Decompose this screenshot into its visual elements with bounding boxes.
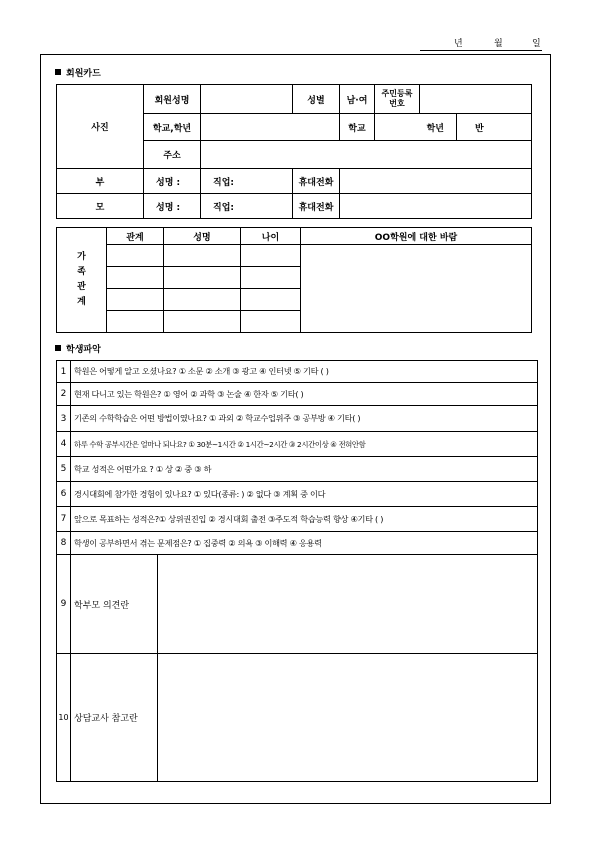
member-name-field[interactable] (201, 85, 293, 114)
question-number: 8 (57, 532, 71, 555)
student-questions-table (56, 360, 538, 782)
name-cell[interactable] (164, 267, 241, 289)
grade-label: 학년 (375, 114, 457, 141)
gender-label: 성별 (293, 85, 340, 114)
mother-mobile-field[interactable] (340, 194, 532, 219)
family-table (56, 227, 532, 333)
counselor-note-label: 상담교사 참고란 (71, 654, 158, 782)
member-name-label: 회원성명 (144, 85, 201, 114)
father-name-label: 성명 : (144, 169, 201, 194)
question-text: 현재 다니고 있는 학원은? ① 영어 ② 과학 ③ 논술 ④ 한자 ⑤ 기타( ) (71, 383, 538, 406)
question-number: 4 (57, 432, 71, 457)
square-bullet-icon (55, 69, 61, 75)
question-number: 7 (57, 507, 71, 532)
father-mobile-field[interactable] (340, 169, 532, 194)
question-number: 1 (57, 361, 71, 383)
school-label: 학교 (340, 114, 375, 141)
question-text: 학원은 어떻게 알고 오셨나요? ① 소문 ② 소개 ③ 광고 ④ 인터넷 ⑤ 기타 ( ) (71, 361, 538, 383)
school-grade-label: 학교,학년 (144, 114, 201, 141)
school-name-field[interactable] (201, 114, 340, 141)
question-text: 기존의 수학학습은 어떤 방법이였나요? ① 과외 ② 학교수업위주 ③ 공부방 ④ 기타( ) (71, 406, 538, 432)
father-job-label: 직업: (201, 169, 293, 194)
mother-label: 모 (57, 194, 144, 219)
mother-name-label: 성명 : (144, 194, 201, 219)
wish-field[interactable] (301, 245, 532, 333)
question-number: 10 (57, 654, 71, 782)
member-card-title: 회원카드 (55, 66, 101, 79)
question-text: 앞으로 목표하는 성적은?① 상위권진입 ② 경시대회 출전 ③주도적 학습능력 향상 ④기타 ( ) (71, 507, 538, 532)
mother-job-label: 직업: (201, 194, 293, 219)
age-header: 나이 (241, 228, 301, 245)
question-text: 하루 수학 공부시간은 얼마나 되나요? ① 30분~1시간 ② 1시간~2시간 ③ 2시간이상 ④ 전혀안함 (71, 432, 538, 457)
name-cell[interactable] (164, 311, 241, 333)
class-label: 반 (457, 114, 532, 141)
question-number: 9 (57, 555, 71, 654)
year-label: 년 (454, 39, 463, 49)
member-card-table (56, 84, 532, 219)
address-field[interactable] (201, 141, 532, 169)
parent-opinion-label: 학부모 의견란 (71, 555, 158, 654)
age-cell[interactable] (241, 289, 301, 311)
month-label: 월 (494, 39, 503, 49)
relation-cell[interactable] (107, 311, 164, 333)
relation-cell[interactable] (107, 289, 164, 311)
name-cell[interactable] (164, 289, 241, 311)
mother-mobile-label: 휴대전화 (293, 194, 340, 219)
father-mobile-label: 휴대전화 (293, 169, 340, 194)
address-label: 주소 (144, 141, 201, 169)
relation-cell[interactable] (107, 245, 164, 267)
question-number: 6 (57, 482, 71, 507)
date-line (420, 36, 542, 51)
question-text: 경시대회에 참가한 경험이 있나요? ① 있다(종류: ) ② 없다 ③ 계획 중 이다 (71, 482, 538, 507)
question-number: 3 (57, 406, 71, 432)
gender-value[interactable]: 남·여 (340, 85, 375, 114)
name-cell[interactable] (164, 245, 241, 267)
wish-header: OO학원에 대한 바람 (301, 228, 532, 245)
resident-no-label: 주민등록번호 (375, 85, 420, 114)
question-text: 학생이 공부하면서 겪는 문제점은? ① 집중력 ② 의욕 ③ 이해력 ④ 응용력 (71, 532, 538, 555)
family-label: 가족관계 (57, 228, 107, 333)
relation-header: 관계 (107, 228, 164, 245)
question-number: 2 (57, 383, 71, 406)
resident-no-field[interactable] (420, 85, 532, 114)
age-cell[interactable] (241, 311, 301, 333)
relation-cell[interactable] (107, 267, 164, 289)
question-text: 학교 성적은 어떤가요 ? ① 상 ② 중 ③ 하 (71, 457, 538, 482)
day-label: 일 (532, 39, 541, 49)
age-cell[interactable] (241, 267, 301, 289)
name-header: 성명 (164, 228, 241, 245)
father-label: 부 (57, 169, 144, 194)
question-number: 5 (57, 457, 71, 482)
counselor-note-field[interactable] (158, 654, 538, 782)
photo-cell: 사진 (57, 85, 144, 169)
square-bullet-icon (55, 345, 61, 351)
student-section-title: 학생파악 (55, 342, 101, 355)
parent-opinion-field[interactable] (158, 555, 538, 654)
age-cell[interactable] (241, 245, 301, 267)
